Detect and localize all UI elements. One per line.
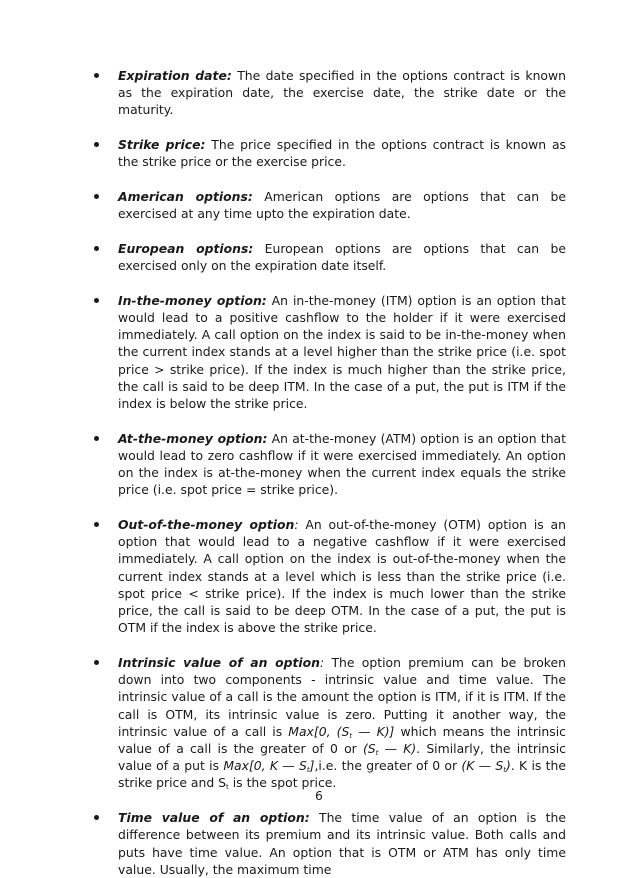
definition-text: European options are options that can be exercised only on the expiration date itself.	[118, 240, 566, 274]
definition-text: An in-the-money (ITM) option is an option that would lead to a positive cashflow to the holder if it were exercised immediately. A call option on the index is said to be in-the-money when the current index stands at a level higher than the strike price (i.e. spot price > strike price). If the index is much higher than the strike price, the call is said to be deep ITM. In the case of a put, the put is ITM if the index is below the strike price.	[118, 292, 566, 412]
formula-part: (K — S	[461, 758, 504, 774]
bullet-icon	[94, 246, 99, 251]
definition-text: The date specified in the options contract is known as the expiration date, the exercise date, the strike date or the maturity.	[118, 68, 566, 118]
subscript-t: t	[306, 766, 310, 775]
term-european-options: European options:	[118, 240, 254, 256]
definition-american-options	[90, 188, 566, 222]
term-expiration-date: Expiration date:	[118, 68, 232, 83]
formula-part: )	[505, 758, 511, 774]
definition-in-the-money	[90, 292, 566, 412]
subscript-t: t	[375, 749, 379, 757]
definition-out-of-the-money	[90, 516, 566, 636]
subscript-t: t	[503, 766, 506, 775]
bullet-icon	[94, 298, 99, 303]
formula-call-intrinsic	[288, 724, 394, 739]
bullet-icon	[94, 73, 99, 78]
formula-put-difference	[461, 758, 510, 773]
definition-at-the-money	[90, 430, 566, 499]
definition-text: The price specified in the options contract is known as the strike price or the exercise price.	[118, 137, 566, 170]
formula-part: ]	[309, 758, 315, 774]
definition-text: . K is the strike price and S	[118, 758, 566, 791]
definition-text: American options are options that can be exercised at any time upto the expiration date.	[118, 189, 566, 222]
definition-intrinsic-value	[90, 654, 566, 792]
formula-part: — K)]	[352, 723, 395, 739]
definition-text: which means the intrinsic value of a call is the greater of 0 or	[118, 723, 566, 756]
definition-text: The option premium can be broken down into two components - intrinsic value and time value. The intrinsic value of a call is the amount the option is ITM, if it is ITM. If the call is OTM, its intrinsic value is zero. Putting it another way, the intrinsic value of a call is	[118, 654, 567, 739]
term-colon: :	[294, 517, 299, 533]
bullet-icon	[94, 660, 99, 665]
formula-part: (S	[362, 741, 376, 756]
term-strike-price: Strike price:	[118, 137, 206, 153]
formula-call-difference	[363, 741, 416, 756]
formula-part: — K)	[378, 741, 417, 756]
definition-text: ,i.e. the greater of 0 or	[314, 758, 462, 774]
definition-list	[90, 67, 566, 878]
term-at-the-money: At-the-money option:	[118, 430, 268, 446]
term-out-of-the-money: Out-of-the-money option	[118, 517, 295, 533]
definition-expiration-date	[90, 67, 566, 119]
formula-part: Max[0, K — S	[223, 758, 307, 774]
subscript-t: t	[349, 731, 353, 740]
page-number: 6	[315, 788, 323, 803]
term-time-value: Time value of an option:	[118, 810, 310, 826]
formula-put-intrinsic	[223, 758, 314, 773]
bullet-icon	[94, 142, 99, 147]
definition-text: . Similarly, the intrinsic value of a put is	[118, 741, 566, 774]
bullet-icon	[94, 436, 99, 441]
term-american-options: American options:	[118, 189, 253, 205]
subscript-t: t	[226, 783, 229, 792]
term-colon: :	[319, 654, 325, 670]
bullet-icon	[94, 194, 99, 199]
term-in-the-money: In-the-money option:	[118, 292, 267, 308]
bullet-icon	[94, 522, 99, 527]
definition-time-value	[90, 809, 566, 878]
definition-text: An at-the-money (ATM) option is an option that would lead to zero cashflow if it were exercised immediately. An option on the index is at-the-money when the current index equals the strike price (i.e. spot price = strike price).	[118, 430, 566, 498]
definition-text: is the spot price.	[228, 775, 337, 791]
definition-european-options	[90, 240, 566, 274]
bullet-icon	[94, 815, 99, 820]
definition-text: The time value of an option is the difference between its premium and its intrinsic value. Both calls and puts have time value. An option that is OTM or ATM has only time value. Usually, the maximum time	[118, 810, 566, 877]
definition-text: An out-of-the-money (OTM) option is an option that would lead to a negative cashflow if it were exercised immediately. A call option on the index is out-of-the-money when the current index stands at a level which is less than the strike price (i.e. spot price < strike price). If the index is much lower than the strike price, the call is said to be deep OTM. In the case of a put, the put is OTM if the index is above the strike price.	[118, 517, 566, 636]
term-intrinsic-value: Intrinsic value of an option	[118, 654, 320, 670]
formula-part: Max[0, (S	[288, 723, 350, 739]
definition-strike-price	[90, 136, 566, 170]
